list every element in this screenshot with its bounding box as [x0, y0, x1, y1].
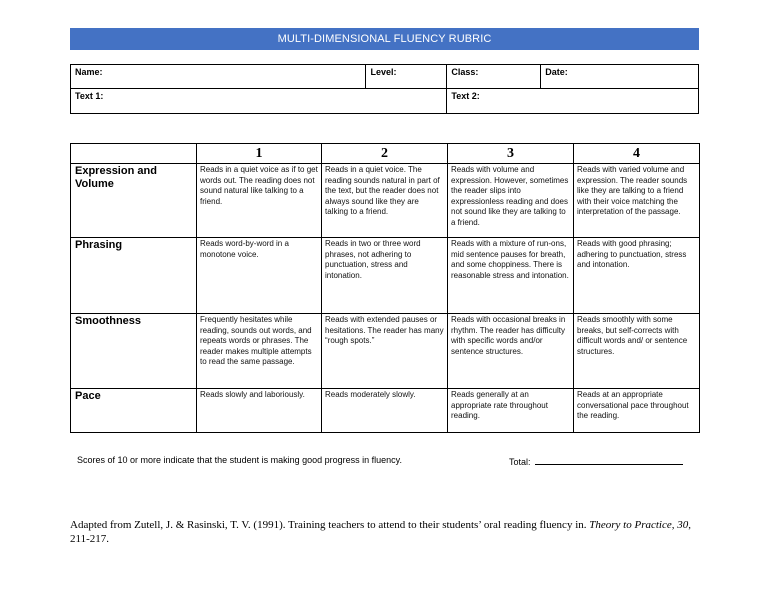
fluency-rubric-table — [70, 143, 700, 433]
rubric-row-phrasing — [71, 238, 700, 314]
rubric-cell[interactable]: Reads in a quiet voice. The reading sounds natural in part of the text, but the reader does not always sound like they are talking to a friend. — [322, 164, 448, 238]
rubric-row-smoothness — [71, 314, 700, 389]
rubric-cell[interactable]: Reads in a quiet voice as if to get words out. The reading does not sound natural like talking to a friend. — [197, 164, 322, 238]
date-field[interactable] — [541, 65, 699, 89]
class-label: Class: — [451, 67, 479, 77]
rubric-header-score-2: 2 — [322, 144, 448, 164]
page-title: MULTI-DIMENSIONAL FLUENCY RUBRIC — [70, 28, 699, 50]
rubric-header-score-3: 3 — [448, 144, 574, 164]
rubric-cell[interactable]: Reads smoothly with some breaks, but self-corrects with difficult words and/ or sentence structures. — [574, 314, 700, 389]
level-label: Level: — [370, 67, 397, 77]
total-label: Total: — [509, 457, 531, 467]
rubric-cell[interactable]: Reads generally at an appropriate rate throughout reading. — [448, 389, 574, 433]
student-info-table — [70, 64, 699, 114]
rubric-cell[interactable]: Reads with extended pauses or hesitations. The reader has many “rough spots.” — [322, 314, 448, 389]
citation-journal: Theory to Practice, 30 — [589, 519, 689, 531]
text2-field[interactable] — [447, 89, 699, 114]
rubric-row-pace — [71, 389, 700, 433]
text2-label: Text 2: — [451, 91, 480, 101]
scores-note: Scores of 10 or more indicate that the student is making good progress in fluency. — [77, 455, 403, 465]
total-field[interactable] — [509, 455, 683, 467]
rubric-cell[interactable]: Reads slowly and laboriously. — [197, 389, 322, 433]
rubric-cell[interactable]: Reads with occasional breaks in rhythm. The reader has difficulty with specific words and/or sentence structures. — [448, 314, 574, 389]
rubric-row-expression — [71, 164, 700, 238]
class-field[interactable] — [447, 65, 541, 89]
citation-text: Adapted from Zutell, J. & Rasinski, T. V. (1991). Training teachers to attend to their students’ oral reading fluency in. — [70, 519, 587, 531]
rubric-header-score-1: 1 — [197, 144, 322, 164]
rubric-header-score-4: 4 — [574, 144, 700, 164]
rubric-cell[interactable]: Reads with volume and expression. However, sometimes the reader slips into expressionless reading and does not sound like they are talking to a friend. — [448, 164, 574, 238]
citation — [70, 518, 700, 546]
text1-label: Text 1: — [75, 91, 104, 101]
total-blank-line[interactable] — [535, 455, 683, 465]
name-field[interactable] — [71, 65, 366, 89]
rubric-cell[interactable]: Reads moderately slowly. — [322, 389, 448, 433]
level-field[interactable] — [366, 65, 447, 89]
name-label: Name: — [75, 67, 103, 77]
rubric-cell[interactable]: Reads with varied volume and expression. The reader sounds like they are talking to a friend with their voice matching the interpretation of the passage. — [574, 164, 700, 238]
text1-field[interactable] — [71, 89, 447, 114]
rubric-cell[interactable]: Reads in two or three word phrases, not adhering to punctuation, stress and intonation. — [322, 238, 448, 314]
citation-pages: , 211-217. — [70, 519, 691, 545]
rubric-header-row — [71, 144, 700, 164]
category-label: Phrasing — [71, 238, 197, 314]
rubric-cell[interactable]: Reads at an appropriate conversational pace throughout the reading. — [574, 389, 700, 433]
category-label: Expression and Volume — [71, 164, 197, 238]
rubric-cell[interactable]: Frequently hesitates while reading, sounds out words, and repeats words or phrases. The reader makes multiple attempts to read the same passage. — [197, 314, 322, 389]
rubric-cell[interactable]: Reads with good phrasing; adhering to punctuation, stress and intonation. — [574, 238, 700, 314]
category-label: Pace — [71, 389, 197, 433]
date-label: Date: — [545, 67, 568, 77]
category-label: Smoothness — [71, 314, 197, 389]
rubric-cell[interactable]: Reads word-by-word in a monotone voice. — [197, 238, 322, 314]
rubric-cell[interactable]: Reads with a mixture of run-ons, mid sentence pauses for breath, and some choppiness. There is reasonable stress and intonation. — [448, 238, 574, 314]
rubric-header-blank — [71, 144, 197, 164]
